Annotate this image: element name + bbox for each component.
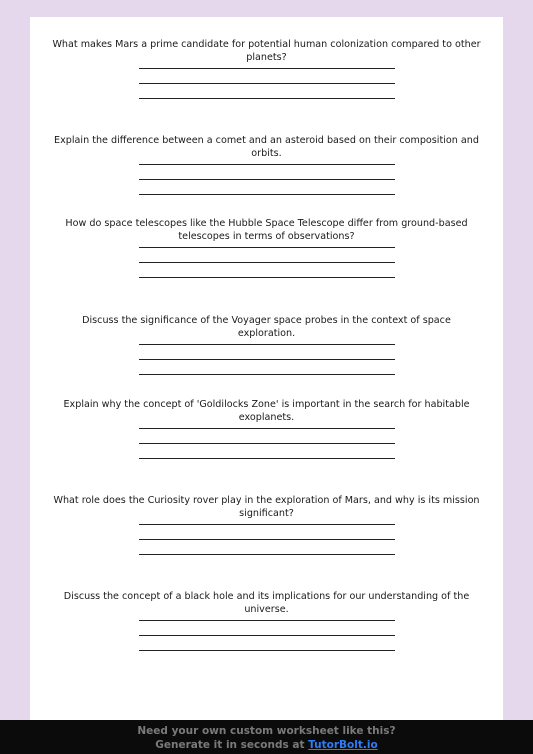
- promo-line-2: [0, 738, 533, 752]
- tutorbolt-link[interactable]: TutorBolt.io: [308, 739, 378, 751]
- promo-banner: [0, 720, 533, 754]
- question-2: [52, 134, 481, 195]
- question-text: How do space telescopes like the Hubble Space Telescope differ from ground-based telescopes in terms of observations?: [65, 218, 468, 242]
- answer-line: [139, 458, 395, 459]
- answer-line: [139, 374, 395, 375]
- answer-line: [139, 443, 395, 444]
- answer-line: [139, 635, 395, 636]
- question-text: What makes Mars a prime candidate for potential human colonization compared to other planets?: [52, 39, 481, 63]
- answer-lines: [52, 524, 481, 555]
- question-1: [52, 38, 481, 99]
- answer-line: [139, 344, 395, 345]
- answer-lines: [52, 68, 481, 99]
- answer-lines: [52, 428, 481, 459]
- question-3: [52, 217, 481, 278]
- answer-line: [139, 277, 395, 278]
- question-5: [52, 398, 481, 459]
- answer-lines: [52, 247, 481, 278]
- question-7: [52, 590, 481, 651]
- answer-line: [139, 83, 395, 84]
- answer-line: [139, 164, 395, 165]
- promo-line-2-prefix: Generate it in seconds at: [155, 739, 309, 751]
- answer-line: [139, 98, 395, 99]
- answer-line: [139, 428, 395, 429]
- answer-line: [139, 620, 395, 621]
- answer-line: [139, 650, 395, 651]
- answer-line: [139, 524, 395, 525]
- question-text: Explain the difference between a comet and an asteroid based on their composition and orbits.: [54, 135, 479, 159]
- question-text: What role does the Curiosity rover play in the exploration of Mars, and why is its mission significant?: [53, 495, 480, 519]
- question-text: Discuss the concept of a black hole and its implications for our understanding of the universe.: [63, 591, 470, 615]
- question-text: Explain why the concept of 'Goldilocks Zone' is important in the search for habitable exoplanets.: [63, 399, 470, 423]
- answer-line: [139, 539, 395, 540]
- answer-lines: [52, 164, 481, 195]
- answer-line: [139, 247, 395, 248]
- answer-lines: [52, 344, 481, 375]
- question-4: [52, 314, 481, 375]
- answer-line: [139, 359, 395, 360]
- answer-line: [139, 554, 395, 555]
- question-text: Discuss the significance of the Voyager space probes in the context of space exploration.: [82, 315, 451, 339]
- answer-line: [139, 194, 395, 195]
- answer-line: [139, 179, 395, 180]
- promo-line-1: Need your own custom worksheet like this?: [137, 725, 396, 737]
- worksheet-page: [30, 17, 503, 754]
- answer-line: [139, 68, 395, 69]
- question-6: [52, 494, 481, 555]
- answer-line: [139, 262, 395, 263]
- answer-lines: [52, 620, 481, 651]
